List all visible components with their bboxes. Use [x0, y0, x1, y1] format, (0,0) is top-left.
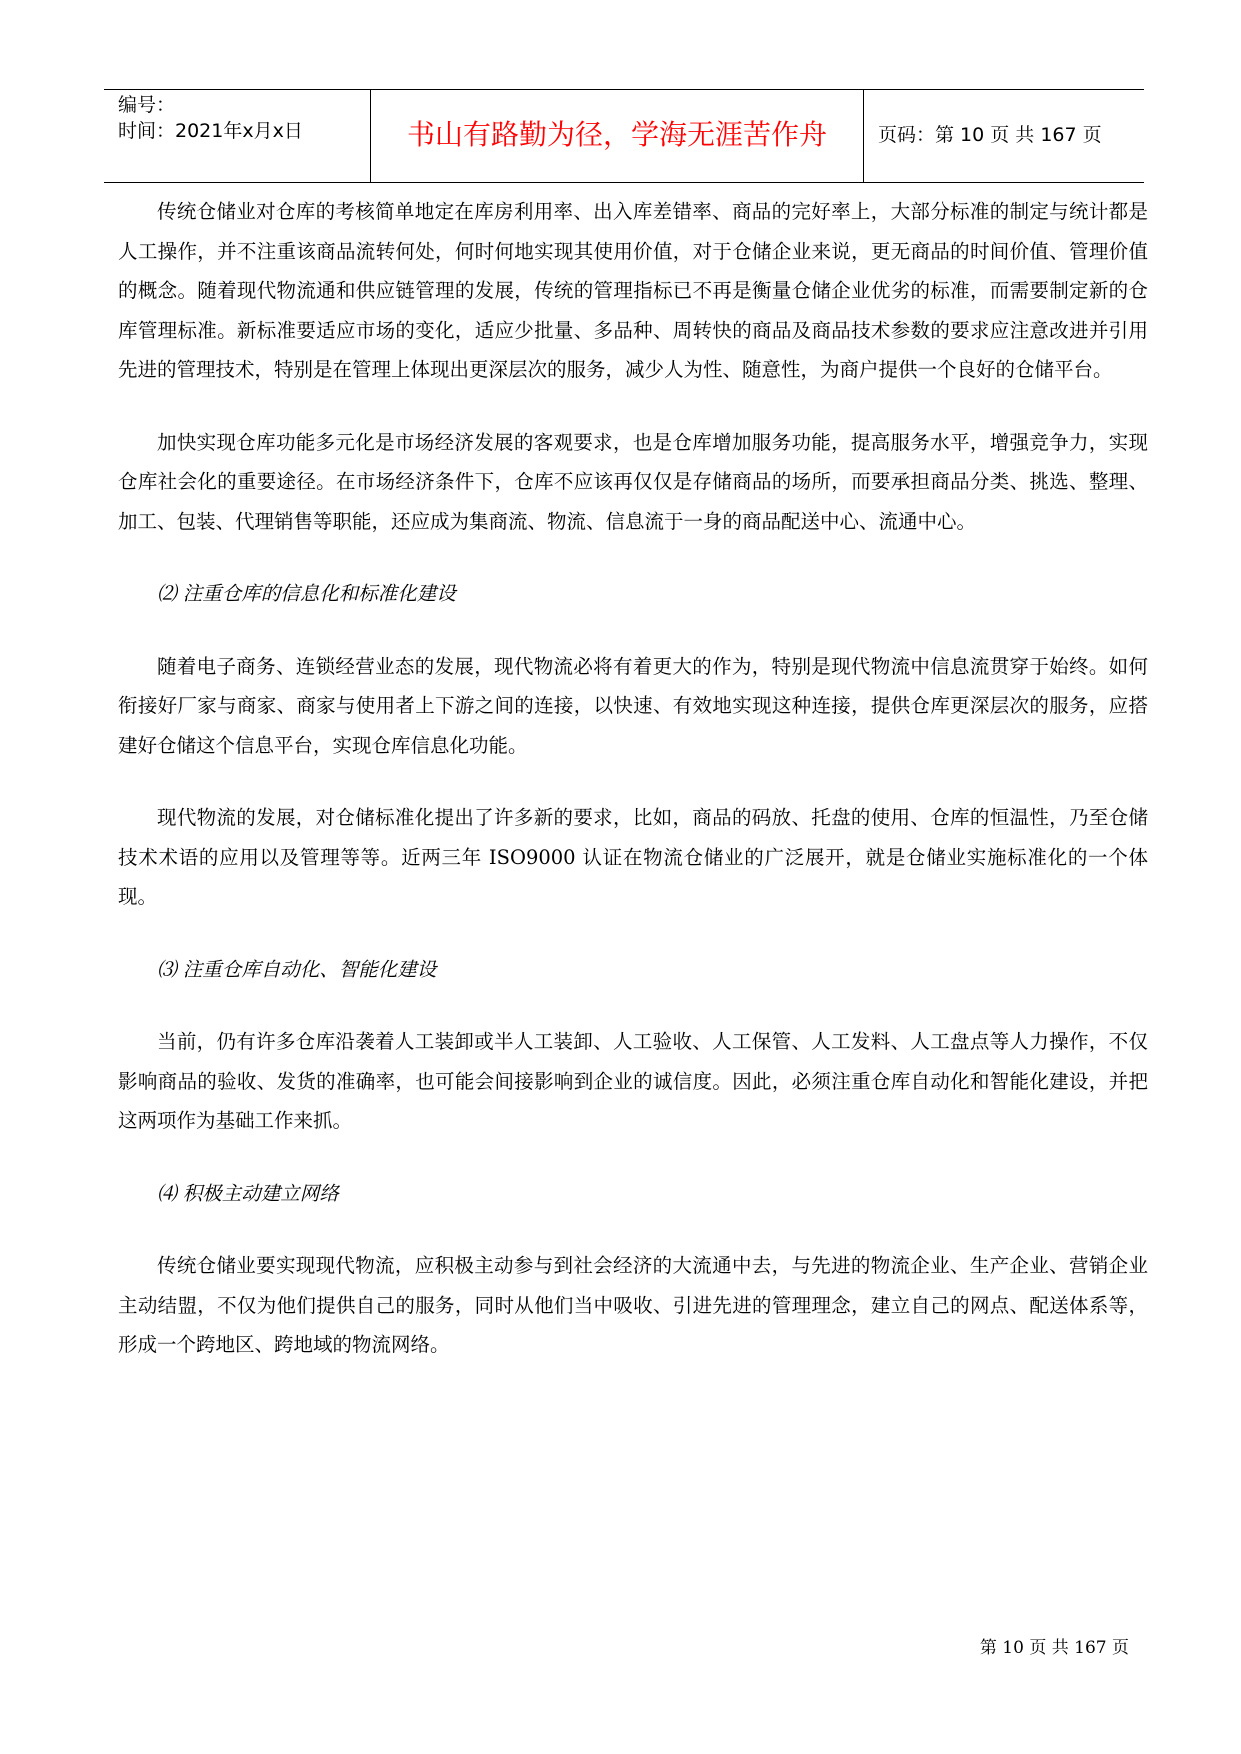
- page-header: [104, 89, 1144, 183]
- header-page-cell: [864, 90, 1144, 182]
- paragraph-2: 加快实现仓库功能多元化是市场经济发展的客观要求，也是仓库增加服务功能，提高服务水平，增强竞争力，实现仓库社会化的重要途径。在市场经济条件下，仓库不应该再仅仅是存储商品的场所，而要承担商品分类、挑选、整理、加工、包装、代理销售等职能，还应成为集商流、物流、信息流于一身的商品配送中心、流通中心。: [118, 430, 1148, 533]
- paragraph-1: 传统仓储业对仓库的考核简单地定在库房利用率、出入库差错率、商品的完好率上，大部分标准的制定与统计都是人工操作，并不注重该商品流转何处，何时何地实现其使用价值，对于仓储企业来说，更无商品的时间价值、管理价值的概念。随着现代物流通和供应链管理的发展，传统的管理指标已不再是衡量仓储企业优劣的标准，而需要制定新的仓库管理标准。新标准要适应市场的变化，适应少批量、多品种、周转快的商品及商品技术参数的要求应注意改进并引用先进的管理技术，特别是在管理上体现出更深层次的服务，减少人为性、随意性，为商户提供一个良好的仓储平台。: [118, 200, 1148, 381]
- header-motto-cell: [370, 90, 864, 182]
- section-heading-4: ⑷ 积极主动建立网络: [157, 1181, 339, 1205]
- paragraph-5: 当前，仍有许多仓库沿袭着人工装卸或半人工装卸、人工验收、人工保管、人工发料、人工盘点等人力操作，不仅影响商品的验收、发货的准确率，也可能会间接影响到企业的诚信度。因此，必须注重仓库自动化和智能化建设，并把这两项作为基础工作来抓。: [118, 1030, 1148, 1132]
- header-info-cell: [104, 90, 370, 182]
- section-heading-3: ⑶ 注重仓库自动化、智能化建设: [157, 957, 437, 981]
- header-motto: 书山有路勤为径，学海无涯苦作舟: [406, 118, 827, 151]
- document-number-label: 编号：: [118, 94, 176, 116]
- document-body: [118, 192, 1148, 1365]
- document-time-label: 时间：2021年x月x日: [118, 120, 303, 142]
- header-page-code: 页码：第 10 页 共 167 页: [878, 124, 1102, 146]
- paragraph-3: 随着电子商务、连锁经营业态的发展，现代物流必将有着更大的作为，特别是现代物流中信息流贯穿于始终。如何衔接好厂家与商家、商家与使用者上下游之间的连接，以快速、有效地实现这种连接，提供仓库更深层次的服务，应搭建好仓储这个信息平台，实现仓库信息化功能。: [118, 654, 1148, 757]
- page-footer: 第 10 页 共 167 页: [979, 1638, 1129, 1658]
- paragraph-6: 传统仓储业要实现现代物流，应积极主动参与到社会经济的大流通中去，与先进的物流企业、生产企业、营销企业主动结盟，不仅为他们提供自己的服务，同时从他们当中吸收、引进先进的管理理念，建立自己的网点、配送体系等，形成一个跨地区、跨地域的物流网络。: [118, 1254, 1148, 1356]
- paragraph-4: 现代物流的发展，对仓储标准化提出了许多新的要求，比如，商品的码放、托盘的使用、仓库的恒温性，乃至仓储技术术语的应用以及管理等等。近两三年 ISO9000 认证在物流仓储业的广泛展开，就是仓储业实施标准化的一个体现。: [118, 806, 1148, 908]
- section-heading-2: ⑵ 注重仓库的信息化和标准化建设: [157, 582, 456, 605]
